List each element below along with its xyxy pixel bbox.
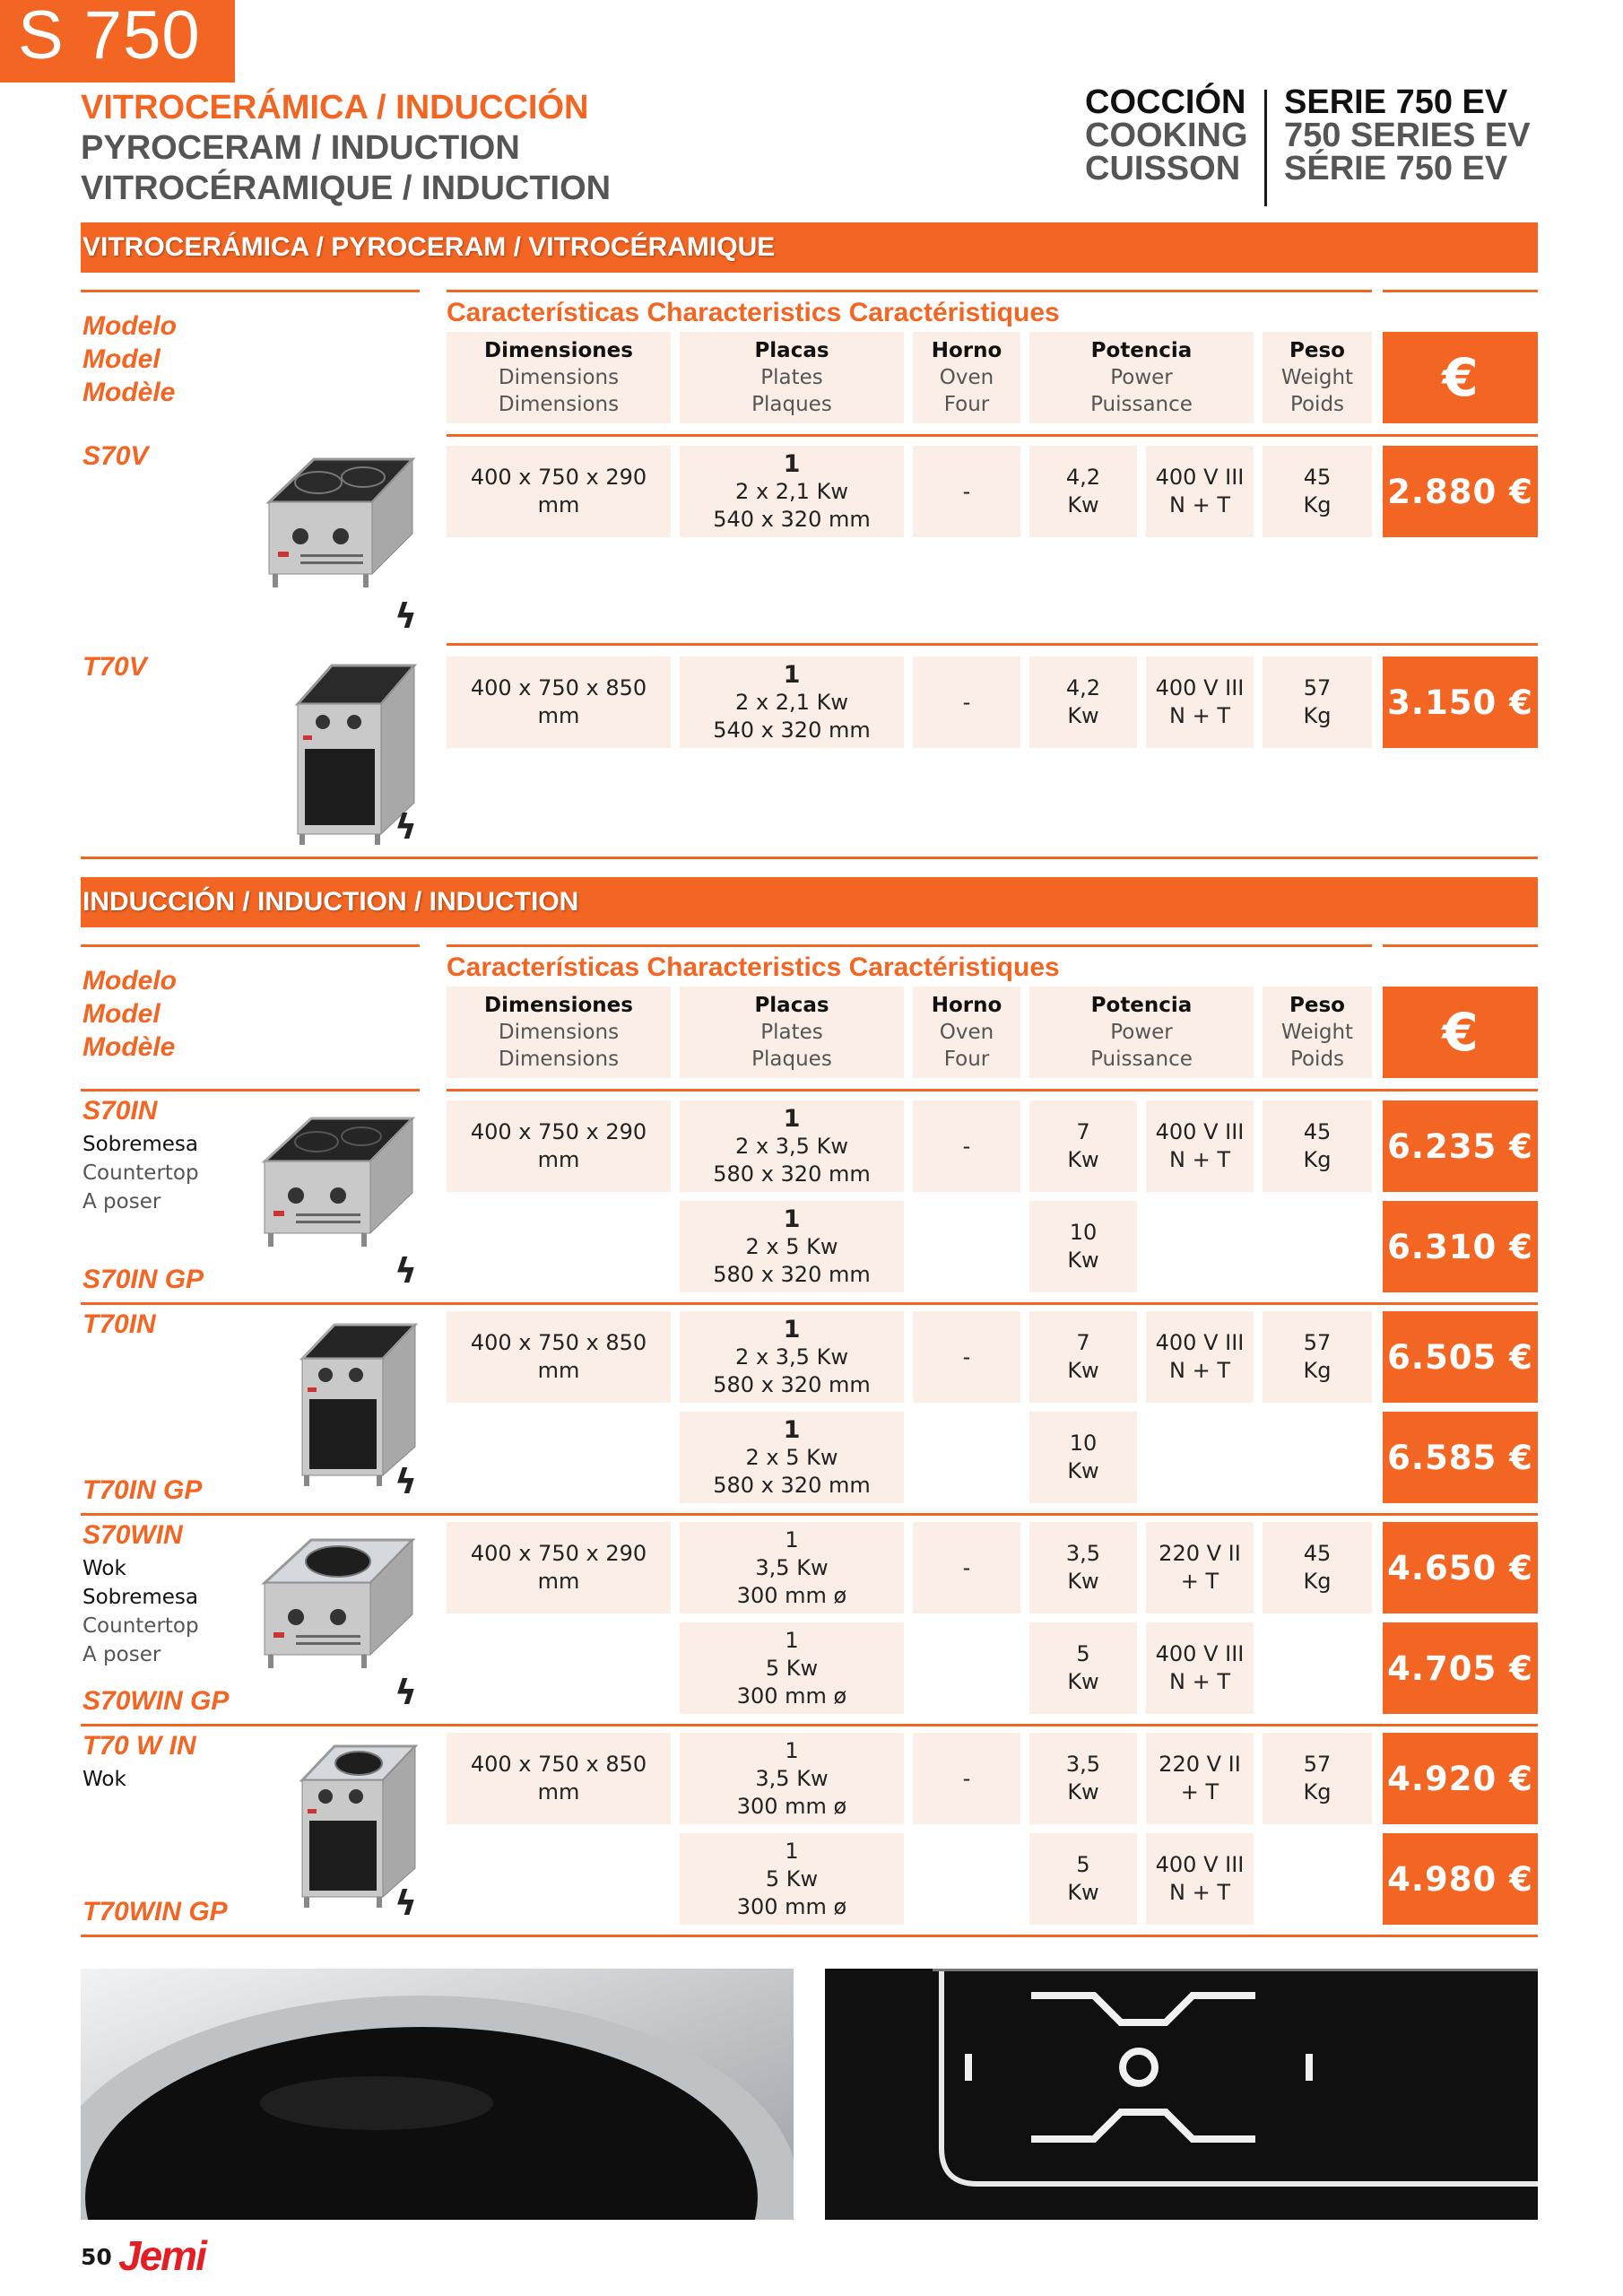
- cell-text: 3,5: [1065, 1752, 1101, 1777]
- cell-voltage: [1146, 1100, 1254, 1192]
- cell-text: 5 Kw: [765, 1866, 819, 1892]
- header-series: [1284, 83, 1531, 187]
- col-label: Potencia: [1090, 339, 1193, 362]
- divider: [447, 643, 1538, 646]
- col-label: Dimensions: [498, 393, 620, 416]
- divider: [81, 857, 1538, 859]
- col-label: Horno: [931, 994, 1002, 1017]
- cell-text: 1: [785, 1838, 799, 1864]
- cell-text: 5: [1076, 1641, 1090, 1666]
- cell-plates: [680, 1833, 904, 1925]
- price-cell: 6.310 €: [1383, 1201, 1538, 1292]
- cell-dimensions: [447, 1100, 671, 1192]
- model-name: S70IN: [82, 1096, 158, 1126]
- cell-text: 220 V II: [1159, 1541, 1241, 1566]
- page-number: 50: [81, 2244, 112, 2270]
- product-image-countertop: [260, 448, 421, 601]
- cell-text: 7: [1076, 1330, 1090, 1355]
- cell-text: 2 x 5 Kw: [745, 1444, 838, 1470]
- series-fr: SÉRIE 750 EV: [1284, 150, 1508, 187]
- col-label: Puissance: [1090, 1048, 1193, 1071]
- price-cell: 4.705 €: [1383, 1622, 1538, 1714]
- cell-text: 1: [783, 1415, 801, 1444]
- cell-dimensions: [447, 1522, 671, 1613]
- model-subtitle: Sobremesa: [82, 1133, 199, 1156]
- divider: [447, 290, 1372, 292]
- cell-dimensions: [447, 446, 671, 537]
- cell-text: 580 x 320 mm: [713, 1371, 871, 1397]
- wok-closeup-photo: [81, 1969, 794, 2220]
- cell-text: mm: [537, 1779, 580, 1805]
- col-label: Poids: [1289, 1048, 1345, 1071]
- cell-text: 4,2: [1065, 465, 1101, 490]
- series-es: SERIE 750 EV: [1284, 83, 1508, 121]
- model-label-en: Model: [82, 999, 161, 1029]
- col-label: Placas: [754, 339, 829, 362]
- title-line-en: PYROCERAM / INDUCTION: [81, 129, 520, 167]
- cell-text: Kg: [1303, 492, 1332, 517]
- cell-text: 45: [1303, 465, 1332, 490]
- col-label: Weight: [1280, 1021, 1354, 1044]
- price-cell: 3.150 €: [1383, 657, 1538, 748]
- col-label: Peso: [1289, 994, 1345, 1017]
- model-name-gp: T70IN GP: [82, 1475, 203, 1505]
- model-subtitle: Wok: [82, 1768, 126, 1791]
- price-cell: 4.650 €: [1383, 1522, 1538, 1613]
- cell-text: 400 V III: [1155, 1330, 1245, 1355]
- col-header-oven: [913, 987, 1020, 1078]
- cell-dimensions: [447, 1733, 671, 1824]
- cell-text: 400 V III: [1155, 1641, 1245, 1666]
- col-label: Dimensiones: [484, 339, 633, 362]
- col-label: Four: [943, 1048, 990, 1071]
- col-label: Power: [1110, 366, 1173, 389]
- cell-text: 400 x 750 x 850: [470, 1752, 647, 1777]
- product-image-countertop: [256, 1108, 421, 1260]
- section-vitro-bar: VITROCERÁMICA / PYROCERAM / VITROCÉRAMIQUE: [81, 222, 1538, 273]
- model-name: T70IN: [82, 1309, 156, 1339]
- col-label: Dimensions: [498, 1021, 620, 1044]
- price-cell: 4.920 €: [1383, 1733, 1538, 1824]
- cell-text: Kw: [1067, 1669, 1099, 1694]
- cell-voltage: [1146, 657, 1254, 748]
- col-header-weight: [1263, 987, 1372, 1078]
- price-cell: 2.880 €: [1383, 446, 1538, 537]
- cell-text: 580 x 320 mm: [713, 1472, 871, 1498]
- cell-text: 1: [783, 1104, 801, 1133]
- col-label: Plaques: [751, 1048, 832, 1071]
- cell-text: mm: [537, 703, 580, 728]
- cell-text: Kg: [1303, 703, 1332, 728]
- cell-text: 1: [785, 1526, 799, 1552]
- cell-plates: [680, 657, 904, 748]
- cell-text: Kw: [1067, 703, 1099, 728]
- cell-text: 300 mm ø: [736, 1793, 847, 1819]
- cell-text: mm: [537, 1358, 580, 1383]
- cell-text: 220 V II: [1159, 1752, 1241, 1777]
- cell-text: 57: [1303, 1752, 1332, 1777]
- divider: [81, 1724, 1538, 1726]
- cell-text: Kg: [1303, 1358, 1332, 1383]
- section-induction-bar: INDUCCIÓN / INDUCTION / INDUCTION: [81, 877, 1538, 927]
- cell-text: 2 x 2,1 Kw: [735, 478, 848, 504]
- divider: [81, 1089, 420, 1091]
- cell-text: N + T: [1169, 1669, 1230, 1694]
- col-header-power: [1029, 987, 1254, 1078]
- cell-text: 580 x 320 mm: [713, 1261, 871, 1287]
- cell-text: 300 mm ø: [736, 1582, 847, 1608]
- cell-text: Kw: [1067, 1779, 1099, 1805]
- cell-text: 1: [783, 1205, 801, 1233]
- cell-text: 3,5 Kw: [755, 1765, 829, 1791]
- cell-voltage: [1146, 1522, 1254, 1613]
- model-subtitle: Sobremesa: [82, 1586, 199, 1609]
- cell-weight: [1263, 657, 1372, 748]
- cell-text: N + T: [1169, 1358, 1230, 1383]
- cell-dimensions: [447, 1311, 671, 1403]
- col-label: Peso: [1289, 339, 1345, 362]
- model-label-block: [82, 964, 177, 1064]
- col-header-oven: [913, 332, 1020, 423]
- cell-kw: [1029, 1522, 1137, 1613]
- cell-text: mm: [537, 492, 580, 517]
- cell-text: 2 x 3,5 Kw: [735, 1133, 848, 1159]
- cell-plates: [680, 446, 904, 537]
- cell-oven: -: [913, 1733, 1020, 1824]
- price-cell: 6.585 €: [1383, 1412, 1538, 1503]
- cell-text: 4,2: [1065, 675, 1101, 700]
- cell-text: 1: [785, 1737, 799, 1763]
- col-label: Four: [943, 393, 990, 416]
- cell-text: 400 x 750 x 290: [470, 1541, 647, 1566]
- cell-oven: -: [913, 1522, 1020, 1613]
- cell-text: 400 V III: [1155, 1119, 1245, 1144]
- cell-text: 400 V III: [1155, 675, 1245, 700]
- cell-voltage: [1146, 446, 1254, 537]
- header-divider: [1264, 90, 1267, 206]
- cell-text: 57: [1303, 675, 1332, 700]
- col-label: Dimensions: [498, 366, 620, 389]
- col-label: Placas: [754, 994, 829, 1017]
- price-cell: 4.980 €: [1383, 1833, 1538, 1925]
- cell-text: Kg: [1303, 1779, 1332, 1805]
- induction-surface-photo: [825, 1969, 1538, 2220]
- cell-voltage: [1146, 1311, 1254, 1403]
- cell-text: Kw: [1067, 1147, 1099, 1172]
- cell-text: 1: [783, 449, 801, 478]
- header-category: [1085, 83, 1248, 187]
- divider: [447, 944, 1372, 947]
- col-label: Puissance: [1090, 393, 1193, 416]
- model-subtitle: A poser: [82, 1643, 161, 1666]
- cell-weight: [1263, 1311, 1372, 1403]
- cell-text: 3,5 Kw: [755, 1554, 829, 1580]
- cell-voltage: [1146, 1733, 1254, 1824]
- model-name-gp: S70WIN GP: [82, 1686, 230, 1716]
- product-image-wok-countertop: [256, 1529, 421, 1682]
- cell-text: N + T: [1169, 492, 1230, 517]
- cell-oven: -: [913, 1100, 1020, 1192]
- lightning-bolt-icon: ϟ: [395, 596, 418, 636]
- cell-weight: [1263, 446, 1372, 537]
- cell-weight: [1263, 1522, 1372, 1613]
- cell-plates: [680, 1100, 904, 1192]
- divider: [81, 1513, 1538, 1516]
- col-label: Dimensions: [498, 1048, 620, 1071]
- cell-text: mm: [537, 1569, 580, 1594]
- cell-text: 580 x 320 mm: [713, 1161, 871, 1187]
- col-header-plates: [680, 987, 904, 1078]
- cell-text: Kg: [1303, 1147, 1332, 1172]
- cell-text: 2 x 5 Kw: [745, 1233, 838, 1259]
- cell-kw: [1029, 657, 1137, 748]
- cell-voltage: [1146, 1622, 1254, 1714]
- cell-oven: -: [913, 446, 1020, 537]
- cell-kw: [1029, 446, 1137, 537]
- cell-text: 1: [783, 1315, 801, 1344]
- cell-text: 45: [1303, 1119, 1332, 1144]
- cell-text: Kw: [1067, 1880, 1099, 1905]
- cell-text: Kg: [1303, 1569, 1332, 1594]
- cell-text: 3,5: [1065, 1541, 1101, 1566]
- cell-text: Kw: [1067, 492, 1099, 517]
- cell-kw: [1029, 1833, 1137, 1925]
- col-header-dimensions: [447, 332, 671, 423]
- cell-weight: [1263, 1733, 1372, 1824]
- cell-text: Kw: [1067, 1248, 1099, 1273]
- cell-plates: [680, 1201, 904, 1292]
- cell-text: 400 x 750 x 850: [470, 1330, 647, 1355]
- col-label: Oven: [939, 1021, 994, 1044]
- category-en: COOKING: [1085, 117, 1248, 154]
- col-label: Oven: [939, 366, 994, 389]
- lightning-bolt-icon: ϟ: [395, 1673, 418, 1712]
- divider: [1383, 944, 1538, 947]
- col-label: Weight: [1280, 366, 1354, 389]
- model-label-fr: Modèle: [82, 1032, 176, 1062]
- cell-text: Kw: [1067, 1569, 1099, 1594]
- title-line-es: VITROCERÁMICA / INDUCCIÓN: [81, 89, 589, 126]
- cell-text: 300 mm ø: [736, 1683, 847, 1709]
- characteristics-title: Características Characteristics Caractéristiques: [447, 298, 1060, 327]
- cell-text: 5: [1076, 1852, 1090, 1877]
- lightning-bolt-icon: ϟ: [395, 1251, 418, 1291]
- cell-text: Kw: [1067, 1358, 1099, 1383]
- cell-text: 400 V III: [1155, 1852, 1245, 1877]
- category-es: COCCIÓN: [1085, 83, 1246, 121]
- col-label: Poids: [1289, 393, 1345, 416]
- jemi-logo: Jemi: [118, 2232, 205, 2279]
- col-label: Dimensiones: [484, 994, 633, 1017]
- col-label: Plates: [760, 366, 823, 389]
- price-cell: 6.235 €: [1383, 1100, 1538, 1192]
- lightning-bolt-icon: ϟ: [395, 807, 418, 847]
- divider: [447, 434, 1538, 437]
- cell-text: 1: [783, 660, 801, 689]
- cell-text: 10: [1069, 1431, 1098, 1456]
- model-label-block: [82, 309, 177, 409]
- cell-kw: [1029, 1201, 1137, 1292]
- cell-text: 300 mm ø: [736, 1893, 847, 1919]
- cell-text: N + T: [1169, 703, 1230, 728]
- col-label: Potencia: [1090, 994, 1193, 1017]
- cell-text: 57: [1303, 1330, 1332, 1355]
- cell-text: 2 x 2,1 Kw: [735, 689, 848, 715]
- price-cell: 6.505 €: [1383, 1311, 1538, 1403]
- col-label: Plaques: [751, 393, 832, 416]
- cell-text: 45: [1303, 1541, 1332, 1566]
- cell-kw: [1029, 1311, 1137, 1403]
- cell-kw: [1029, 1733, 1137, 1824]
- model-name-gp: S70IN GP: [82, 1265, 204, 1294]
- cell-text: N + T: [1169, 1147, 1230, 1172]
- cell-text: mm: [537, 1147, 580, 1172]
- cell-oven: -: [913, 1311, 1020, 1403]
- model-name: T70 W IN: [82, 1731, 196, 1761]
- cell-voltage: [1146, 1833, 1254, 1925]
- model-subtitle: Countertop: [82, 1614, 199, 1638]
- model-name: S70WIN: [82, 1520, 183, 1550]
- cell-text: 2 x 3,5 Kw: [735, 1344, 848, 1370]
- col-header-price: €: [1383, 332, 1538, 423]
- model-subtitle: Wok: [82, 1557, 126, 1580]
- cell-weight: [1263, 1100, 1372, 1192]
- divider: [81, 290, 420, 292]
- cell-text: + T: [1180, 1779, 1219, 1805]
- cell-kw: [1029, 1622, 1137, 1714]
- col-header-dimensions: [447, 987, 671, 1078]
- model-subtitle: A poser: [82, 1190, 161, 1213]
- model-name: T70V: [82, 652, 147, 682]
- cell-text: 5 Kw: [765, 1655, 819, 1681]
- cell-text: 400 x 750 x 290: [470, 465, 647, 490]
- lightning-bolt-icon: ϟ: [395, 1883, 418, 1923]
- cell-text: 1: [785, 1627, 799, 1653]
- category-fr: CUISSON: [1085, 150, 1241, 187]
- col-header-price: €: [1383, 987, 1538, 1078]
- cell-plates: [680, 1412, 904, 1503]
- model-subtitle: Countertop: [82, 1161, 199, 1185]
- cell-text: 400 x 750 x 290: [470, 1119, 647, 1144]
- divider: [81, 944, 420, 947]
- cell-plates: [680, 1622, 904, 1714]
- col-header-plates: [680, 332, 904, 423]
- series-badge: S 750: [0, 0, 235, 83]
- model-name-gp: T70WIN GP: [82, 1897, 228, 1926]
- divider: [447, 1089, 1538, 1091]
- model-label-fr: Modèle: [82, 378, 176, 407]
- cell-plates: [680, 1733, 904, 1824]
- cell-text: 7: [1076, 1119, 1090, 1144]
- divider: [1383, 290, 1538, 292]
- col-label: Horno: [931, 339, 1002, 362]
- cell-text: N + T: [1169, 1880, 1230, 1905]
- lightning-bolt-icon: ϟ: [395, 1462, 418, 1501]
- cell-kw: [1029, 1412, 1137, 1503]
- characteristics-title: Características Characteristics Caractéristiques: [447, 952, 1060, 982]
- col-header-power: [1029, 332, 1254, 423]
- model-name: S70V: [82, 441, 149, 471]
- cell-text: 10: [1069, 1220, 1098, 1245]
- divider: [81, 1935, 1538, 1937]
- col-header-weight: [1263, 332, 1372, 423]
- model-label-en: Model: [82, 344, 161, 374]
- cell-oven: -: [913, 657, 1020, 748]
- cell-kw: [1029, 1100, 1137, 1192]
- model-label-es: Modelo: [82, 966, 177, 996]
- series-en: 750 SERIES EV: [1284, 117, 1531, 154]
- cell-plates: [680, 1522, 904, 1613]
- cell-dimensions: [447, 657, 671, 748]
- cell-text: 540 x 320 mm: [713, 506, 871, 532]
- cell-plates: [680, 1311, 904, 1403]
- divider: [81, 1302, 1538, 1305]
- cell-text: + T: [1180, 1569, 1219, 1594]
- cell-text: 400 V III: [1155, 465, 1245, 490]
- model-label-es: Modelo: [82, 311, 177, 341]
- cell-text: 400 x 750 x 850: [470, 675, 647, 700]
- title-line-fr: VITROCÉRAMIQUE / INDUCTION: [81, 170, 612, 207]
- cell-text: Kw: [1067, 1458, 1099, 1483]
- col-label: Plates: [760, 1021, 823, 1044]
- col-label: Power: [1110, 1021, 1173, 1044]
- cell-text: 540 x 320 mm: [713, 717, 871, 743]
